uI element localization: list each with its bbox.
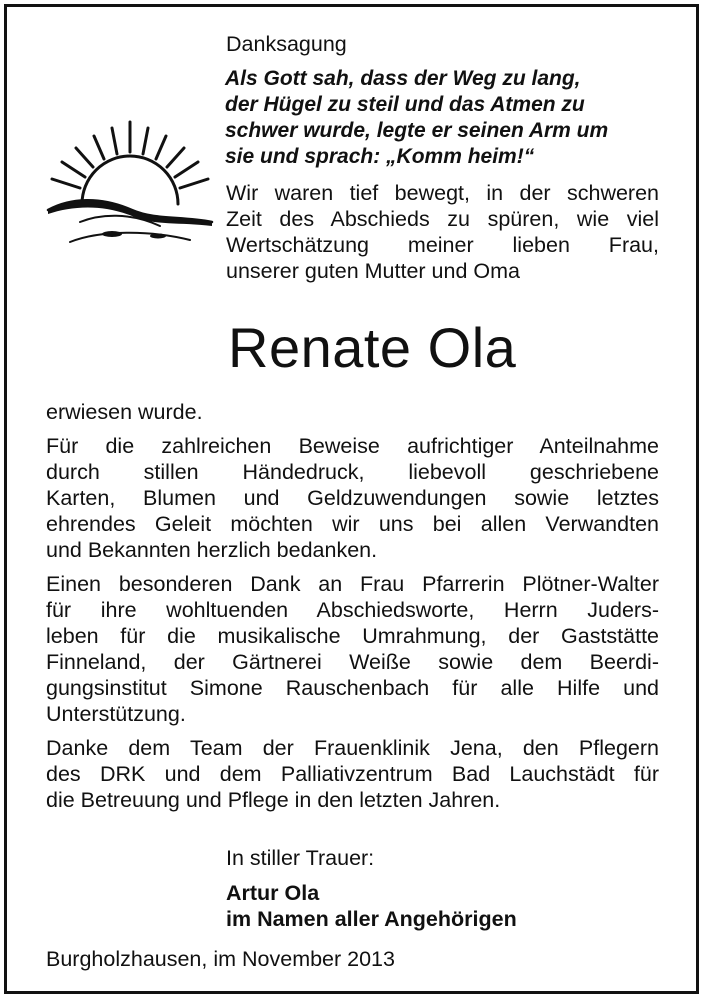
intro-line: Wertschätzung meiner lieben Frau,: [226, 233, 659, 257]
quote-line: schwer wurde, legte er seinen Arm um: [225, 119, 609, 142]
intro-line: Wir waren tief bewegt, in der schweren: [226, 181, 659, 205]
body-line: durch stillen Händedruck, liebevoll geschriebene: [46, 460, 659, 484]
body-line: gungsinstitut Simone Rauschenbach für alle Hilfe und: [46, 676, 659, 700]
signature-name: Artur Ola: [226, 881, 320, 905]
signature-family: im Namen aller Angehörigen: [226, 907, 517, 931]
sunset-over-hills-icon: [40, 112, 220, 252]
place-date: Burgholzhausen, im November 2013: [46, 947, 395, 971]
body-line: leben für die musikalische Umrahmung, der Gaststätte: [46, 624, 659, 648]
quote-line: der Hügel zu steil und das Atmen zu: [225, 93, 585, 116]
body-line: Einen besonderen Dank an Frau Pfarrerin Plötner-Walter: [46, 572, 659, 596]
body-line: Für die zahlreichen Beweise aufrichtiger Anteilnahme: [46, 434, 659, 458]
quote-line: sie und sprach: „Komm heim!“: [225, 145, 535, 168]
body-line: die Betreuung und Pflege in den letzten Jahren.: [46, 788, 501, 812]
body-line: Finneland, der Gärtnerei Weiße sowie dem Beerdi-: [46, 650, 659, 674]
body-line: für ihre wohltuenden Abschiedsworte, Herrn Juders-: [46, 598, 659, 622]
body-line: des DRK und dem Palliativzentrum Bad Lauchstädt für: [46, 762, 659, 786]
body-line: Karten, Blumen und Geldzuwendungen sowie letztes: [46, 486, 659, 510]
notice-heading: Danksagung: [226, 32, 347, 56]
deceased-name: Renate Ola: [228, 316, 517, 379]
body-line: Unterstützung.: [46, 702, 186, 726]
mourning-label: In stiller Trauer:: [226, 846, 375, 870]
body-line: erwiesen wurde.: [46, 400, 203, 424]
intro-line: unserer guten Mutter und Oma: [226, 259, 520, 283]
body-line: Danke dem Team der Frauenklinik Jena, den Pflegern: [46, 736, 659, 760]
quote-line: Als Gott sah, dass der Weg zu lang,: [225, 67, 581, 90]
intro-line: Zeit des Abschieds zu spüren, wie viel: [226, 207, 659, 231]
body-line: und Bekannten herzlich bedanken.: [46, 538, 378, 562]
body-line: ehrendes Geleit möchten wir uns bei allen Verwandten: [46, 512, 659, 536]
